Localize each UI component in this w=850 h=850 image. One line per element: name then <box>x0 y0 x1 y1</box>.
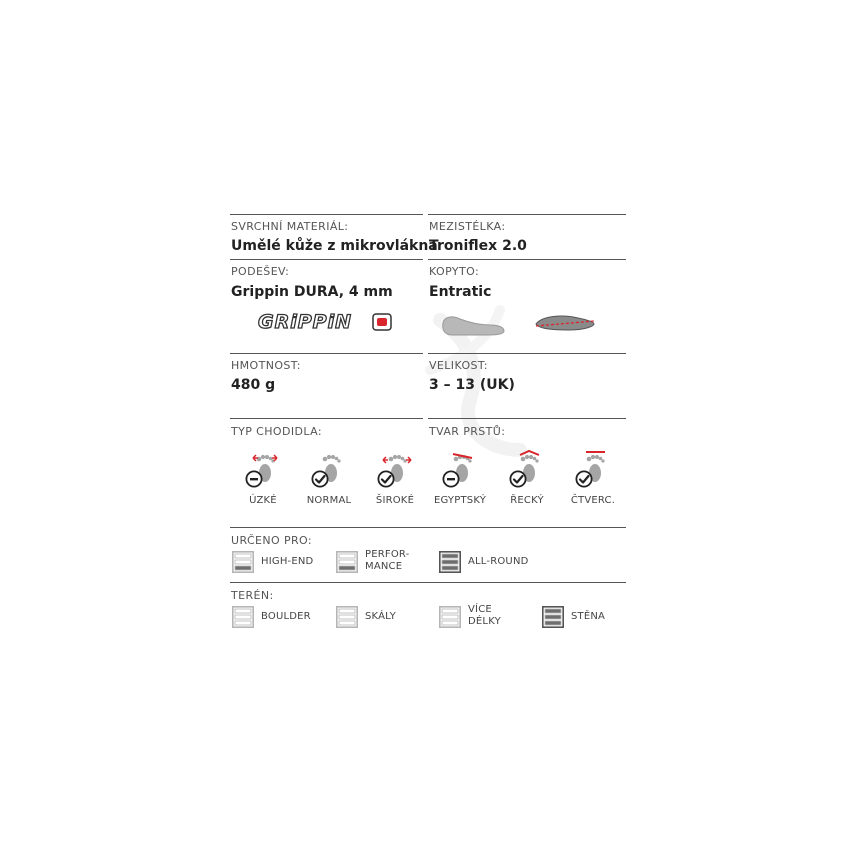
foot-type-caption: ŠIROKÉ <box>375 495 415 506</box>
terrain-item-label <box>571 611 605 623</box>
intended-for-item-line1: PERFOR- <box>365 549 410 560</box>
shoe-last-side-icon <box>438 307 508 337</box>
intended-for-label: URČENO PRO: <box>231 534 313 547</box>
terrain-item-line1: VÍCE <box>468 604 492 615</box>
toe-shape-caption: EGYPTSKÝ <box>433 495 487 506</box>
minus-circle-icon <box>245 470 263 488</box>
intended-for-item-line1: ALL-ROUND <box>468 556 529 567</box>
intended-for-item-line1: HIGH-END <box>261 556 314 567</box>
upper-value: Umělé kůže z mikrovlákna <box>231 238 438 254</box>
grippin-logo <box>258 311 393 335</box>
foot-type-caption: NORMAL <box>306 495 352 506</box>
foot-type-label: TYP CHODIDLA: <box>231 425 322 438</box>
intended-for-level-icon <box>439 551 461 573</box>
terrain-level-icon <box>232 606 254 628</box>
size-value: 3 – 13 (UK) <box>429 377 515 393</box>
intended-for-item-label <box>468 556 529 568</box>
midsole-value: Troniflex 2.0 <box>429 238 527 254</box>
shoe-last-profile-icon <box>532 310 598 334</box>
terrain-item-line1: SKÁLY <box>365 611 396 622</box>
terrain-item-label <box>468 604 501 628</box>
terrain-item-line1: BOULDER <box>261 611 311 622</box>
terrain-level-icon <box>542 606 564 628</box>
terrain-item-line1: STĚNA <box>571 611 606 622</box>
size-label: VELIKOST: <box>429 359 488 372</box>
upper-label: SVRCHNÍ MATERIÁL: <box>231 220 349 233</box>
intended-for-item-line2: MANCE <box>365 561 403 572</box>
last-value: Entratic <box>429 284 492 300</box>
terrain-item-line2: DÉLKY <box>468 616 501 627</box>
grippin-logo-text: GRiPPiN <box>258 311 353 333</box>
terrain-item-label <box>261 611 311 623</box>
weight-label: HMOTNOST: <box>231 359 301 372</box>
midsole-label: MEZISTÉLKA: <box>429 220 506 233</box>
sole-label: PODEŠEV: <box>231 265 290 278</box>
toe-shape-caption: ŘECKÝ <box>510 495 544 506</box>
terrain-label: TERÉN: <box>231 589 274 602</box>
intended-for-item-label <box>261 556 313 568</box>
weight-value: 480 g <box>231 377 276 393</box>
minus-circle-icon <box>442 470 460 488</box>
check-circle-icon <box>377 470 395 488</box>
last-label: KOPYTO: <box>429 265 480 278</box>
intended-for-item-label <box>365 549 409 573</box>
intended-for-level-icon <box>232 551 254 573</box>
sole-value: Grippin DURA, 4 mm <box>231 284 393 300</box>
foot-type-caption: ÚZKÉ <box>249 495 277 506</box>
check-circle-icon <box>575 470 593 488</box>
check-circle-icon <box>311 470 329 488</box>
intended-for-level-icon <box>336 551 358 573</box>
toe-shape-caption: ČTVERC. <box>570 495 616 506</box>
toe-shape-label: TVAR PRSTŮ: <box>429 425 506 438</box>
terrain-level-icon <box>336 606 358 628</box>
terrain-level-icon <box>439 606 461 628</box>
terrain-item-label <box>365 611 396 623</box>
dura-badge-icon <box>372 313 392 331</box>
check-circle-icon <box>509 470 527 488</box>
